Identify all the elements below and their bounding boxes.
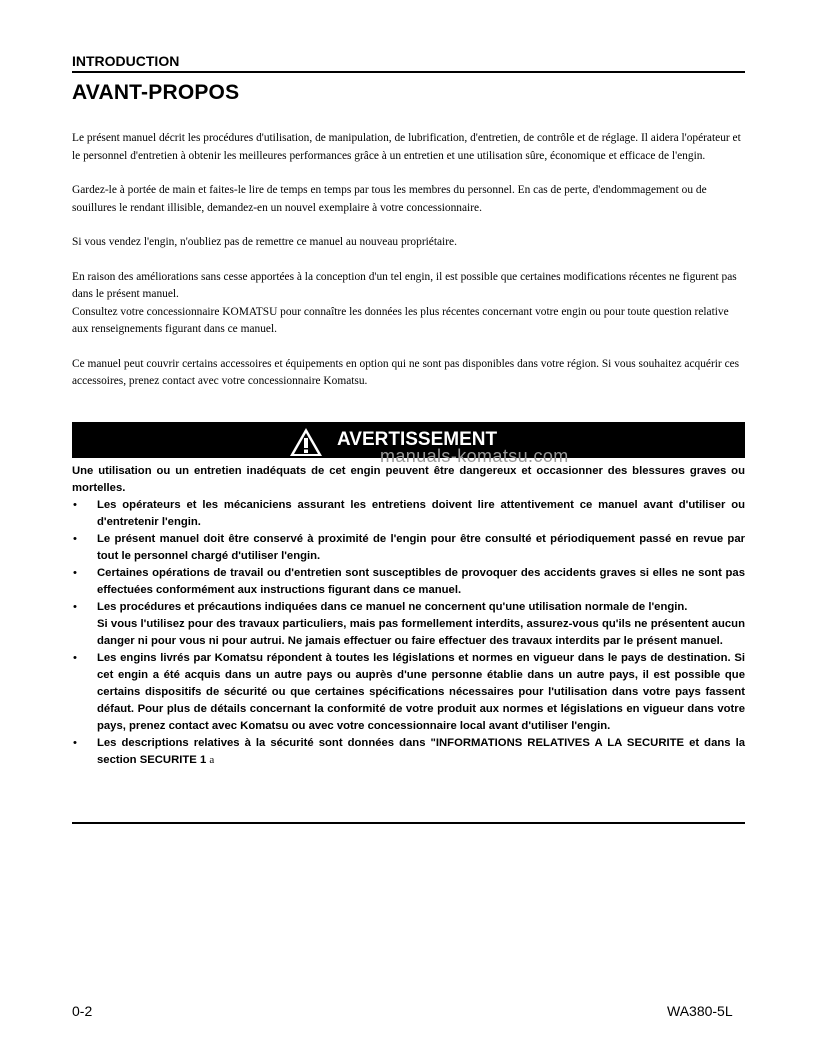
warning-item-text: Le présent manuel doit être conservé à proximité de l'engin pour être consulté et périodiquement passé en revue par tout le personnel chargé d'utiliser l'engin. [97, 533, 745, 562]
bullet: • [73, 499, 77, 511]
bullet: • [73, 533, 77, 545]
section-label: INTRODUCTION [72, 53, 180, 69]
warning-item-continuation: Si vous l'utilisez pour des travaux particuliers, mais pas formellement interdits, assurez-vous qu'ils ne présentent aucun danger ni pour vous ni pour autrui. Ne jamais effectuer ou faire effectuer des travaux interdits par le présent manuel. [97, 618, 745, 647]
warning-item-1 [72, 497, 745, 531]
intro-paragraph-1: Le présent manuel décrit les procédures d'utilisation, de manipulation, de lubrification, d'entretien, de contrôle et de réglage. Il aidera l'opérateur et le personnel d'entretien à obtenir les meilleures performances grâce à un entretien et une utilisation sûre, économique et efficace de l'engin. [72, 132, 741, 162]
intro-text [72, 130, 745, 408]
warning-item-text: Les engins livrés par Komatsu répondent à toutes les législations et normes en vigueur dans le pays de destination. Si cet engin a été acquis dans un autre pays ou auprès d'une personne établie dans un autre pays, il est possible que certains dispositifs de sécurité ou que certaines spécifications nécessaires pour l'utilisation dans votre pays fassent défaut. Pour plus de détails concernant la conformité de votre produit aux normes et législations en vigueur dans votre pays, prenez contact avec Komatsu ou avec votre concessionnaire local avant d'utiliser l'engin. [97, 652, 745, 732]
bullet: • [73, 567, 77, 579]
warning-triangle-icon [289, 427, 323, 457]
intro-paragraph-4: En raison des améliorations sans cesse apportées à la conception d'un tel engin, il est possible que certaines modifications récentes ne figurent pas dans le présent manuel. [72, 270, 737, 300]
intro-paragraph-5: Consultez votre concessionnaire KOMATSU pour connaître les données les plus récentes concernant votre engin ou pour toute question relative aux renseignements figurant dans ce manuel. [72, 305, 729, 335]
warning-item-2 [72, 531, 745, 565]
bullet: • [73, 737, 77, 749]
warning-item-text: Certaines opérations de travail ou d'entretien sont susceptibles de provoquer des accidents graves si elles ne sont pas effectuées conformément aux instructions figurant dans ce manuel. [97, 567, 745, 596]
warning-item-5 [72, 650, 745, 735]
warning-item-4 [72, 599, 745, 650]
intro-paragraph-2: Gardez-le à portée de main et faites-le lire de temps en temps par tous les membres du personnel. En cas de perte, d'endommagement ou de souillures le rendant illisible, demandez-en un nouvel exemplaire à votre concessionnaire. [72, 184, 707, 214]
warning-item-text: Les descriptions relatives à la sécurité sont données dans "INFORMATIONS RELATIVES A LA SECURITE et dans la section SECURITE 1 [97, 737, 745, 766]
reference-mark: a [209, 754, 215, 766]
warning-list [72, 497, 745, 769]
warning-item-text: Les opérateurs et les mécaniciens assurant les entretiens doivent lire attentivement ce manuel avant d'utiliser ou d'entretenir l'engin. [97, 499, 745, 528]
bullet: • [73, 601, 77, 613]
bullet: • [73, 652, 77, 664]
warning-lead: Une utilisation ou un entretien inadéquats de cet engin peuvent être dangereux et occasionner des blessures graves ou mortelles. [72, 465, 745, 494]
warning-item-3 [72, 565, 745, 599]
intro-paragraph-3: Si vous vendez l'engin, n'oubliez pas de remettre ce manuel au nouveau propriétaire. [72, 236, 457, 248]
model-code: WA380-5L [667, 1003, 733, 1019]
page-title: AVANT-PROPOS [72, 81, 240, 104]
warning-title: AVERTISSEMENT [337, 429, 498, 450]
page-number: 0-2 [72, 1003, 93, 1019]
watermark: manuals-komatsu.com [380, 446, 569, 466]
intro-paragraph-6: Ce manuel peut couvrir certains accessoires et équipements en option qui ne sont pas disponibles dans votre région. Si vous souhaitez acquérir ces accessoires, prenez contact avec votre concessionnaire Komatsu. [72, 357, 740, 387]
warning-item-text: Les procédures et précautions indiquées dans ce manuel ne concernent qu'une utilisation normale de l'engin. [97, 601, 688, 613]
warning-content [72, 463, 745, 769]
top-divider [72, 71, 745, 73]
bottom-divider [72, 822, 745, 824]
warning-item-6 [72, 735, 745, 769]
